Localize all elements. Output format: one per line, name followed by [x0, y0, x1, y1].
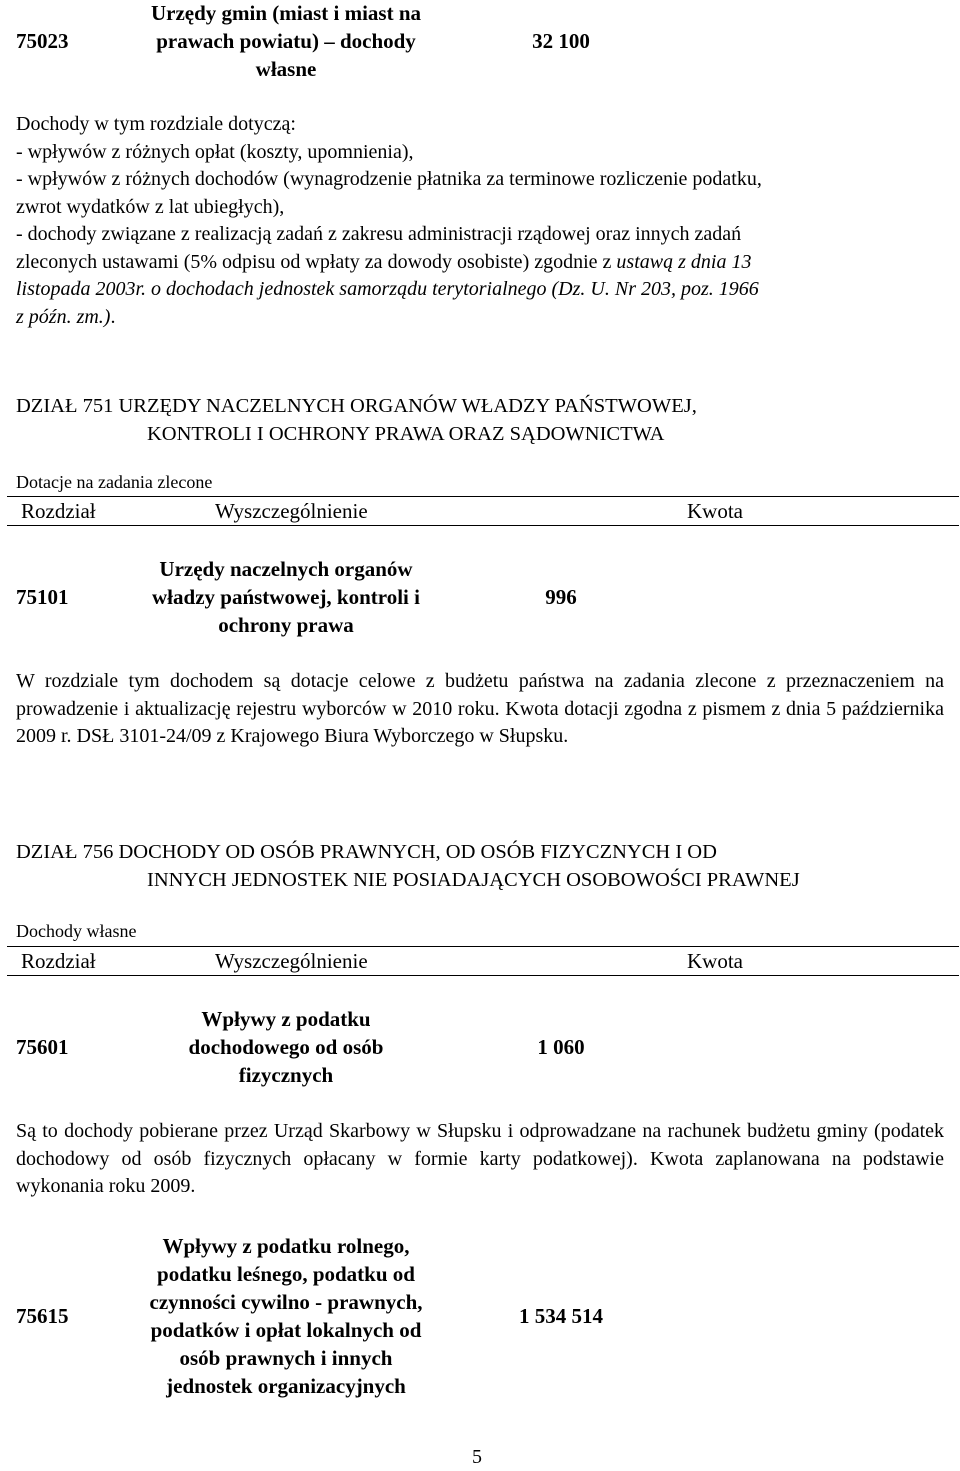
row-amount: 1 534 514: [519, 1303, 603, 1328]
row-code: 75101: [16, 584, 69, 609]
row-amount: 1 060: [537, 1034, 585, 1059]
description-75023: Dochody w tym rozdziale dotyczą: - wpływów z różnych opłat (koszty, upomnienia), - wpływów z różnych dochodów (wynagrodzenie płatnika za terminowe rozliczenie podatku, zwrot wydatków z lat ubiegłych), - dochody związane z realizacją zadań z zakresu administracji rządowej oraz innych zadań zleconych ustawami (5% odpisu od wpłaty za dowody osobiste) zgodnie z ustawą z dnia 13 listopada 2003r. o dochodach jednostek samorządu terytorialnego (Dz. U. Nr 203, poz. 1966 z późn. zm.).: [16, 113, 762, 328]
row-75023: [16, 0, 944, 82]
row-code: 75601: [16, 1034, 69, 1059]
description-75601: Są to dochody pobierane przez Urząd Skarbowy w Słupsku i odprowadzane na rachunek budżetu gminy (podatek dochodowy od osób fizycznych opłacany w formie karty podatkowej). Kwota zaplanowana na podstawie wykonania roku 2009.: [16, 1120, 944, 1197]
row-75615: [16, 1232, 944, 1400]
row-amount: 32 100: [532, 28, 590, 53]
row-title: Urzędy naczelnych organów władzy państwowej, kontroli i ochrony prawa: [152, 557, 420, 637]
row-code: 75023: [16, 28, 69, 53]
description-75101: W rozdziale tym dochodem są dotacje celowe z budżetu państwa na zadania zlecone z przeznaczeniem na prowadzenie i aktualizację rejestru wyborców w 2010 roku. Kwota dotacji zgodna z pismem z dnia 5 października 2009 r. DSŁ 3101-24/09 z Krajowego Biura Wyborczego w Słupsku.: [16, 670, 944, 747]
row-title: Urzędy gmin (miast i miast na prawach powiatu) – dochody własne: [150, 1, 422, 81]
row-amount: 996: [545, 584, 577, 609]
table-header-756: Rozdział Wyszczególnienie Kwota: [7, 946, 959, 976]
row-code: 75615: [16, 1303, 69, 1328]
row-75101: [16, 555, 944, 639]
row-75601: [16, 1004, 944, 1090]
section-756-heading: DZIAŁ 756 DOCHODY OD OSÓB PRAWNYCH, OD OSÓB FIZYCZNYCH I OD INNYCH JEDNOSTEK NIE POSIADAJĄCYCH OSOBOWOŚCI PRAWNEJ: [16, 841, 800, 891]
section-756-subheading: Dochody własne: [16, 921, 137, 941]
page-number: 5: [472, 1446, 482, 1468]
table-header-751: Rozdział Wyszczególnienie Kwota: [7, 496, 959, 526]
section-751-heading: DZIAŁ 751 URZĘDY NACZELNYCH ORGANÓW WŁADZY PAŃSTWOWEJ, KONTROLI I OCHRONY PRAWA ORAZ SĄDOWNICTWA: [16, 395, 697, 445]
row-title: Wpływy z podatku rolnego, podatku leśnego, podatku od czynności cywilno - prawnych, podatków i opłat lokalnych od osób prawnych i innych jednostek organizacyjnych: [149, 1234, 423, 1398]
row-title: Wpływy z podatku dochodowego od osób fizycznych: [188, 1007, 384, 1087]
section-751-subheading: Dotacje na zadania zlecone: [16, 472, 213, 492]
